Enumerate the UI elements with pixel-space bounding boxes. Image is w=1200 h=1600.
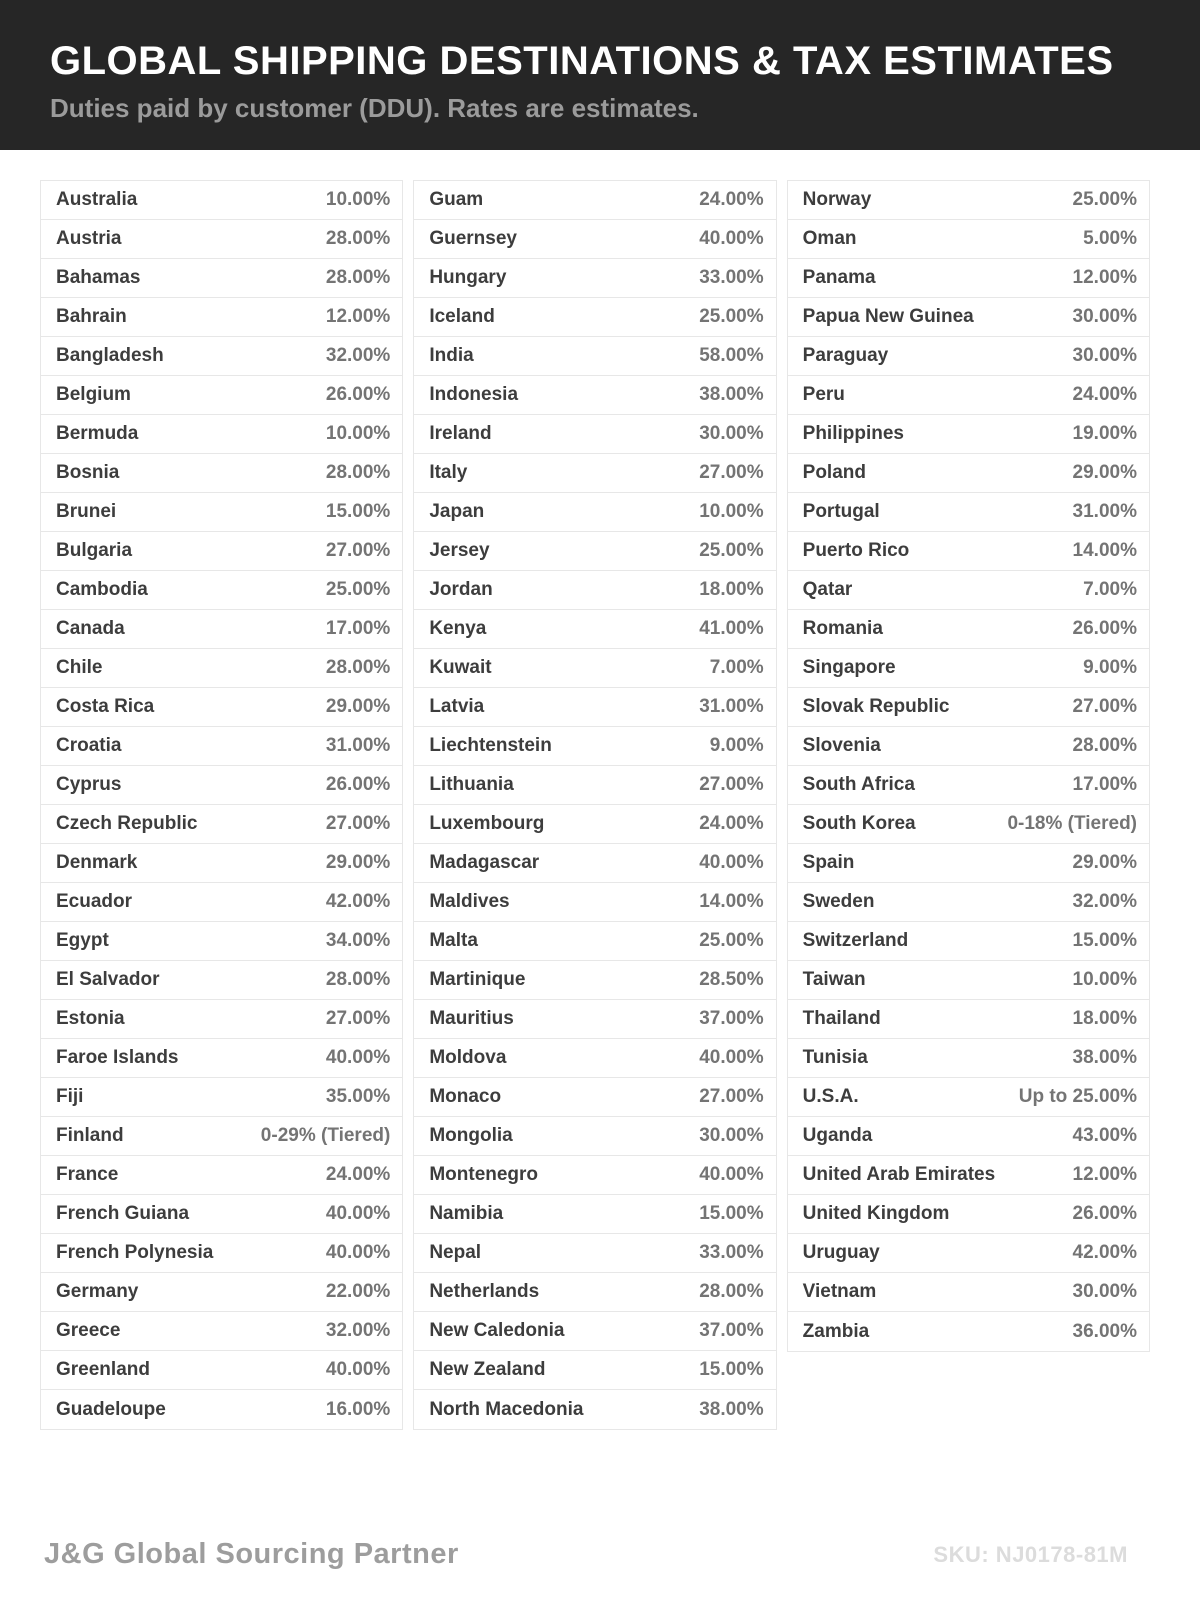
tax-rate: 0-18% (Tiered) (1007, 813, 1137, 834)
country-name: South Africa (802, 774, 915, 795)
tax-rate: 38.00% (699, 1398, 764, 1420)
country-name: Sweden (802, 891, 875, 912)
table-row (414, 454, 775, 493)
country-name: Moldova (429, 1047, 507, 1068)
table-row (414, 1039, 775, 1078)
tax-rate: 40.00% (325, 1242, 391, 1263)
tax-rate: 10.00% (325, 423, 391, 444)
country-name: Guam (429, 189, 484, 210)
table-row (41, 1312, 402, 1351)
country-name: Bermuda (56, 423, 139, 444)
tax-rate: 19.00% (1072, 423, 1137, 444)
table-row (788, 298, 1149, 337)
table-row (788, 961, 1149, 1000)
country-name: Zambia (802, 1320, 870, 1342)
tax-rate: 10.00% (325, 189, 391, 210)
country-name: Romania (802, 618, 883, 639)
table-row (414, 1390, 775, 1429)
table-row (414, 181, 775, 220)
tax-rate: 24.00% (699, 189, 764, 210)
country-name: Cyprus (56, 774, 122, 795)
tax-rate: 12.00% (325, 306, 391, 327)
tax-rate: 10.00% (699, 501, 764, 522)
table-row (41, 649, 402, 688)
country-name: Bulgaria (56, 540, 133, 561)
tax-rate: 14.00% (1072, 540, 1137, 561)
tax-rate: 12.00% (1072, 1164, 1137, 1185)
table-row (41, 454, 402, 493)
country-name: Faroe Islands (56, 1047, 179, 1068)
tax-rate: 28.00% (325, 267, 391, 288)
table-row (414, 766, 775, 805)
table-row (414, 805, 775, 844)
country-name: Liechtenstein (429, 735, 552, 756)
tax-rate: 14.00% (699, 891, 764, 912)
table-row (788, 688, 1149, 727)
table-row (788, 1273, 1149, 1312)
country-name: Latvia (429, 696, 485, 717)
tax-rate: 43.00% (1072, 1125, 1137, 1146)
tax-rate: 15.00% (1072, 930, 1137, 951)
tax-rate: 36.00% (1072, 1320, 1137, 1342)
tax-rate: 30.00% (1072, 345, 1137, 366)
country-name: Indonesia (429, 384, 519, 405)
table-row (414, 1312, 775, 1351)
table-row (41, 493, 402, 532)
table-row (414, 610, 775, 649)
country-name: Uganda (802, 1125, 873, 1146)
table-row (414, 1351, 775, 1390)
table-row (414, 298, 775, 337)
table-row (788, 610, 1149, 649)
table-row (788, 1117, 1149, 1156)
page-header (0, 0, 1200, 150)
country-name: United Arab Emirates (802, 1164, 996, 1185)
tax-rate: 27.00% (699, 462, 764, 483)
tax-rate: 27.00% (1072, 696, 1137, 717)
table-row (41, 1039, 402, 1078)
tax-rate: 40.00% (325, 1203, 391, 1224)
table-row (788, 1195, 1149, 1234)
country-name: Paraguay (802, 345, 889, 366)
table-row (788, 766, 1149, 805)
table-row (788, 1078, 1149, 1117)
table-row (414, 844, 775, 883)
table-row (788, 220, 1149, 259)
country-name: Namibia (429, 1203, 504, 1224)
country-name: Guernsey (429, 228, 517, 249)
country-name: Ireland (429, 423, 492, 444)
table-row (414, 961, 775, 1000)
table-row (414, 376, 775, 415)
country-name: Norway (802, 189, 872, 210)
country-name: Canada (56, 618, 125, 639)
country-name: Bosnia (56, 462, 120, 483)
country-name: Portugal (802, 501, 880, 522)
table-row (414, 259, 775, 298)
table-row (41, 1351, 402, 1390)
tax-rate: 25.00% (699, 540, 764, 561)
country-name: North Macedonia (429, 1398, 584, 1420)
table-row (414, 1195, 775, 1234)
country-name: France (56, 1164, 119, 1185)
country-name: Netherlands (429, 1281, 540, 1302)
brand-name: J&G Global Sourcing Partner (44, 1538, 459, 1570)
table-row (41, 259, 402, 298)
country-name: Australia (56, 189, 138, 210)
page-footer (0, 1538, 1200, 1571)
tax-rate: 33.00% (699, 267, 764, 288)
country-name: Denmark (56, 852, 138, 873)
table-row (41, 1273, 402, 1312)
country-name: Malta (429, 930, 478, 951)
table-row (788, 376, 1149, 415)
tax-rate: 35.00% (325, 1086, 391, 1107)
table-row (41, 922, 402, 961)
tax-rate: 28.50% (699, 969, 764, 990)
country-name: Kuwait (429, 657, 492, 678)
tax-rate: 30.00% (699, 1125, 764, 1146)
tax-rate: 32.00% (1072, 891, 1137, 912)
table-row (414, 727, 775, 766)
table-row (41, 1000, 402, 1039)
tax-rate: 30.00% (1072, 306, 1137, 327)
tax-rate: 42.00% (325, 891, 391, 912)
tax-rate: 17.00% (325, 618, 391, 639)
tax-rate: 29.00% (325, 852, 391, 873)
table-row (788, 805, 1149, 844)
country-name: Martinique (429, 969, 526, 990)
tax-rate: 32.00% (325, 345, 391, 366)
rates-column-2 (413, 180, 776, 1430)
tax-rate: 28.00% (325, 969, 391, 990)
tax-rate: 29.00% (1072, 462, 1137, 483)
tax-rate: Up to 25.00% (1018, 1086, 1137, 1107)
country-name: Tunisia (802, 1047, 868, 1068)
tax-rate: 58.00% (699, 345, 764, 366)
tax-rate: 26.00% (1072, 1203, 1137, 1224)
tax-rate: 0-29% (Tiered) (260, 1125, 391, 1146)
table-row (414, 532, 775, 571)
tax-rate: 16.00% (325, 1398, 391, 1420)
tax-rate: 28.00% (325, 657, 391, 678)
country-name: Slovak Republic (802, 696, 950, 717)
country-name: Belgium (56, 384, 131, 405)
country-name: Jersey (429, 540, 490, 561)
table-row (414, 1117, 775, 1156)
table-row (788, 259, 1149, 298)
table-row (41, 727, 402, 766)
tax-rate: 12.00% (1072, 267, 1137, 288)
tax-rate: 26.00% (325, 774, 391, 795)
tax-rate: 28.00% (325, 462, 391, 483)
country-name: Poland (802, 462, 866, 483)
country-name: Egypt (56, 930, 109, 951)
table-row (41, 766, 402, 805)
country-name: India (429, 345, 474, 366)
table-row (41, 532, 402, 571)
table-row (788, 649, 1149, 688)
country-name: Mauritius (429, 1008, 514, 1029)
country-name: Vietnam (802, 1281, 877, 1302)
country-name: Montenegro (429, 1164, 539, 1185)
table-row (414, 1156, 775, 1195)
tax-rate: 31.00% (1072, 501, 1137, 522)
tax-rate: 25.00% (1072, 189, 1137, 210)
tax-rate: 33.00% (699, 1242, 764, 1263)
tax-rate: 40.00% (699, 1164, 764, 1185)
table-row (41, 337, 402, 376)
country-name: Peru (802, 384, 845, 405)
tax-rate: 31.00% (325, 735, 391, 756)
country-name: Finland (56, 1125, 124, 1146)
tax-rate: 22.00% (325, 1281, 391, 1302)
table-row (414, 415, 775, 454)
table-row (788, 571, 1149, 610)
tax-rate: 24.00% (699, 813, 764, 834)
table-row (414, 883, 775, 922)
page-title: GLOBAL SHIPPING DESTINATIONS & TAX ESTIMATES (50, 39, 1114, 83)
tax-rate: 30.00% (1072, 1281, 1137, 1302)
country-name: Czech Republic (56, 813, 198, 834)
country-name: Greenland (56, 1359, 150, 1380)
tax-rate: 15.00% (699, 1203, 764, 1224)
table-row (41, 415, 402, 454)
table-row (41, 571, 402, 610)
table-row (41, 1117, 402, 1156)
tax-rate: 25.00% (325, 579, 391, 600)
table-row (41, 220, 402, 259)
tax-rate: 27.00% (325, 1008, 391, 1029)
tax-rate: 34.00% (325, 930, 391, 951)
tax-rate: 5.00% (1083, 228, 1137, 249)
table-row (788, 493, 1149, 532)
country-name: Philippines (802, 423, 905, 444)
table-row (414, 1078, 775, 1117)
tax-rate: 37.00% (699, 1320, 764, 1341)
country-name: Luxembourg (429, 813, 545, 834)
country-name: Maldives (429, 891, 510, 912)
country-name: Oman (802, 228, 857, 249)
country-name: Bahamas (56, 267, 141, 288)
tax-rate: 17.00% (1072, 774, 1137, 795)
table-row (788, 1156, 1149, 1195)
table-row (414, 1000, 775, 1039)
rates-column-3 (787, 180, 1150, 1352)
country-name: Madagascar (429, 852, 540, 873)
country-name: Fiji (56, 1086, 84, 1107)
table-row (41, 1195, 402, 1234)
table-row (788, 922, 1149, 961)
country-name: Guadeloupe (56, 1398, 166, 1420)
country-name: New Caledonia (429, 1320, 565, 1341)
tax-rate: 40.00% (699, 228, 764, 249)
table-row (788, 337, 1149, 376)
country-name: Kenya (429, 618, 487, 639)
country-name: Austria (56, 228, 122, 249)
country-name: Japan (429, 501, 485, 522)
rates-column-1 (40, 180, 403, 1430)
table-row (414, 337, 775, 376)
country-name: Monaco (429, 1086, 502, 1107)
tax-rate: 24.00% (1072, 384, 1137, 405)
tax-rate: 38.00% (1072, 1047, 1137, 1068)
table-row (788, 454, 1149, 493)
tax-rate: 41.00% (699, 618, 764, 639)
tax-rate: 37.00% (699, 1008, 764, 1029)
country-name: Ecuador (56, 891, 133, 912)
table-row (41, 181, 402, 220)
tax-rate-tables (40, 180, 1150, 1430)
country-name: Taiwan (802, 969, 866, 990)
country-name: Estonia (56, 1008, 125, 1029)
country-name: South Korea (802, 813, 916, 834)
page-subtitle: Duties paid by customer (DDU). Rates are estimates. (50, 93, 699, 123)
tax-rate: 40.00% (325, 1359, 391, 1380)
tax-rate: 29.00% (1072, 852, 1137, 873)
country-name: Cambodia (56, 579, 148, 600)
table-row (41, 376, 402, 415)
country-name: New Zealand (429, 1359, 546, 1380)
tax-rate: 18.00% (699, 579, 764, 600)
tax-rate: 38.00% (699, 384, 764, 405)
tax-rate: 25.00% (699, 306, 764, 327)
table-row (788, 844, 1149, 883)
tax-rate: 10.00% (1072, 969, 1137, 990)
tax-rate: 7.00% (709, 657, 764, 678)
table-row (41, 1156, 402, 1195)
country-name: Croatia (56, 735, 122, 756)
country-name: Slovenia (802, 735, 881, 756)
tax-rate: 28.00% (1072, 735, 1137, 756)
tax-rate: 40.00% (325, 1047, 391, 1068)
table-row (414, 922, 775, 961)
tax-rate: 32.00% (325, 1320, 391, 1341)
sku-label: SKU: NJ0178-81M (933, 1541, 1128, 1567)
country-name: Italy (429, 462, 468, 483)
table-row (41, 1078, 402, 1117)
tax-rate: 42.00% (1072, 1242, 1137, 1263)
table-row (414, 493, 775, 532)
tax-rate: 9.00% (709, 735, 764, 756)
tax-rate: 15.00% (325, 501, 391, 522)
table-row (41, 610, 402, 649)
country-name: Bahrain (56, 306, 127, 327)
table-row (41, 1234, 402, 1273)
tax-rate: 9.00% (1083, 657, 1137, 678)
table-row (41, 883, 402, 922)
country-name: Germany (56, 1281, 139, 1302)
country-name: Costa Rica (56, 696, 155, 717)
country-name: Jordan (429, 579, 493, 600)
country-name: Greece (56, 1320, 121, 1341)
country-name: French Polynesia (56, 1242, 214, 1263)
country-name: Mongolia (429, 1125, 513, 1146)
table-row (41, 805, 402, 844)
table-row (41, 298, 402, 337)
country-name: Papua New Guinea (802, 306, 974, 327)
table-row (788, 1000, 1149, 1039)
tax-rate: 27.00% (325, 813, 391, 834)
country-name: French Guiana (56, 1203, 190, 1224)
table-row (41, 844, 402, 883)
tax-rate: 26.00% (325, 384, 391, 405)
table-row (414, 649, 775, 688)
table-row (41, 688, 402, 727)
country-name: Panama (802, 267, 876, 288)
tax-rate: 40.00% (699, 852, 764, 873)
table-row (788, 883, 1149, 922)
tax-rate: 31.00% (699, 696, 764, 717)
tax-rate: 18.00% (1072, 1008, 1137, 1029)
country-name: Switzerland (802, 930, 909, 951)
country-name: U.S.A. (802, 1086, 859, 1107)
country-name: Iceland (429, 306, 495, 327)
country-name: Uruguay (802, 1242, 880, 1263)
tax-rate: 27.00% (699, 1086, 764, 1107)
country-name: Thailand (802, 1008, 881, 1029)
table-row (788, 532, 1149, 571)
table-row (41, 961, 402, 1000)
table-row (788, 415, 1149, 454)
country-name: Bangladesh (56, 345, 164, 366)
table-row (414, 1234, 775, 1273)
country-name: Puerto Rico (802, 540, 910, 561)
tax-rate: 30.00% (699, 423, 764, 444)
tax-rate: 24.00% (325, 1164, 391, 1185)
tax-rate: 27.00% (699, 774, 764, 795)
country-name: Qatar (802, 579, 853, 600)
country-name: El Salvador (56, 969, 160, 990)
table-row (788, 727, 1149, 766)
table-row (788, 181, 1149, 220)
country-name: Nepal (429, 1242, 482, 1263)
tax-rate: 25.00% (699, 930, 764, 951)
table-row (788, 1039, 1149, 1078)
country-name: Hungary (429, 267, 507, 288)
tax-rate: 27.00% (325, 540, 391, 561)
table-row (414, 220, 775, 259)
tax-rate: 26.00% (1072, 618, 1137, 639)
tax-rate: 28.00% (325, 228, 391, 249)
table-row (41, 1390, 402, 1429)
tax-rate: 7.00% (1083, 579, 1137, 600)
tax-rate: 28.00% (699, 1281, 764, 1302)
table-row (414, 688, 775, 727)
table-row (414, 1273, 775, 1312)
country-name: Spain (802, 852, 855, 873)
country-name: Brunei (56, 501, 117, 522)
country-name: United Kingdom (802, 1203, 950, 1224)
country-name: Singapore (802, 657, 896, 678)
tax-rate: 40.00% (699, 1047, 764, 1068)
tax-rate: 29.00% (325, 696, 391, 717)
country-name: Chile (56, 657, 103, 678)
table-row (788, 1312, 1149, 1351)
table-row (414, 571, 775, 610)
tax-rate: 15.00% (699, 1359, 764, 1380)
table-row (788, 1234, 1149, 1273)
country-name: Lithuania (429, 774, 514, 795)
